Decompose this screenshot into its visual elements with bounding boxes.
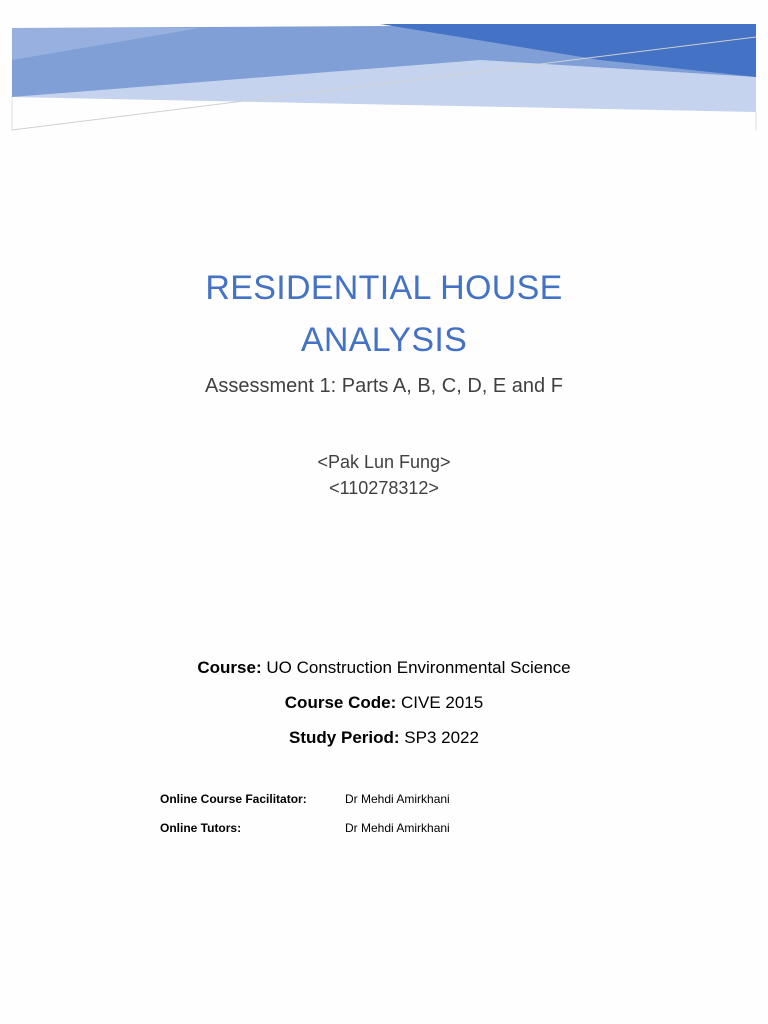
staff-info [160,789,450,847]
facilitator-row [160,789,450,818]
document-title [0,262,768,366]
study-period-label: Study Period: [289,728,400,747]
course-code-row [0,689,768,724]
tutors-row [160,818,450,847]
course-row [0,654,768,689]
title-line-2: ANALYSIS [300,321,468,359]
title-line-1: RESIDENTIAL HOUSE [205,269,563,307]
course-label: Course: [197,658,262,677]
document-subtitle: Assessment 1: Parts A, B, C, D, E and F [205,375,563,397]
student-id: <110278312> [329,478,439,498]
course-info [0,654,768,759]
course-code-label: Course Code: [284,693,397,712]
author-block [0,449,768,501]
header-banner [0,0,768,140]
author-name: <Pak Lun Fung> [317,452,451,472]
course-value: UO Construction Environmental Science [266,658,571,677]
facilitator-label: Online Course Facilitator: [160,792,307,806]
course-code-value: CIVE 2015 [400,693,484,712]
tutors-label: Online Tutors: [160,821,242,835]
study-period-value: SP3 2022 [404,728,479,747]
study-period-row [0,724,768,759]
tutors-value: Dr Mehdi Amirkhani [345,821,450,835]
facilitator-value: Dr Mehdi Amirkhani [345,792,450,806]
